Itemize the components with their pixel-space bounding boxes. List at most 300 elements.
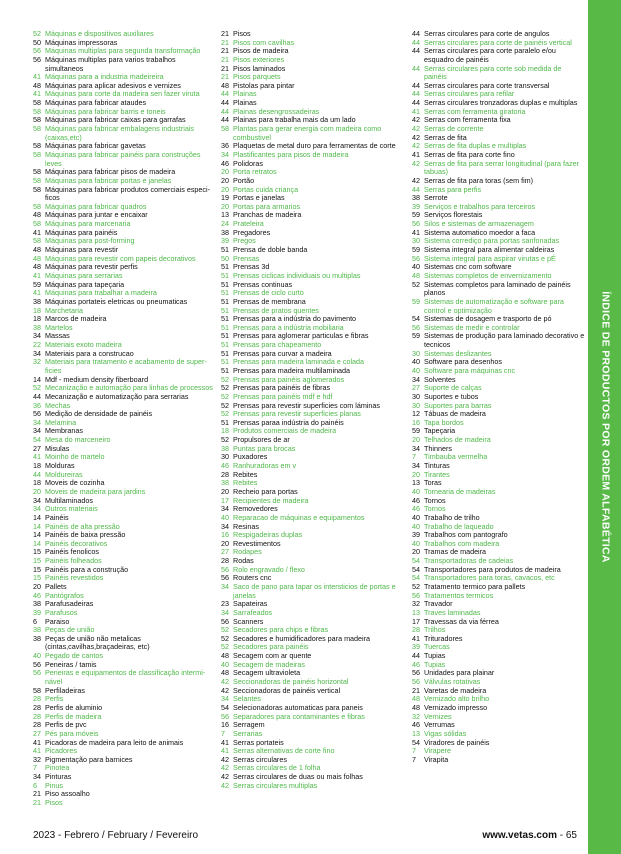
entry-label: Serras de fita para toras (sem fim) — [424, 175, 534, 185]
entry-page-number: 56 — [33, 409, 41, 419]
entry-page-number: 58 — [33, 106, 41, 116]
entry-label: Pés para móveis — [45, 728, 99, 738]
entry-page-number: 59 — [412, 245, 420, 255]
entry-page-number: 48 — [412, 694, 420, 704]
entry-label: Painéis para a construção — [45, 564, 129, 574]
entry-page-number: 13 — [412, 607, 420, 617]
entry-page-number: 51 — [221, 305, 229, 315]
entry-label: Trituradores — [424, 633, 463, 643]
entry-page-number: 44 — [412, 89, 420, 99]
entry-label: Serrote — [424, 193, 448, 203]
entry-page-number: 52 — [221, 383, 229, 393]
entry-page-number: 41 — [33, 227, 41, 237]
entry-label: Solventes — [424, 374, 456, 384]
entry-label: Pinotea — [45, 763, 70, 773]
entry-label: Painéis fenolicos — [45, 547, 99, 557]
entry-page-number: 18 — [33, 461, 41, 471]
entry-label: Pantógrafos — [45, 590, 84, 600]
entry-page-number: 58 — [33, 115, 41, 125]
entry-label: Transportadores para produtos de madeira — [424, 564, 561, 574]
entry-page-number: 24 — [221, 219, 229, 229]
entry-page-number: 41 — [412, 227, 420, 237]
entry-label: Trilhos — [424, 625, 446, 635]
entry-page-number: 40 — [221, 659, 229, 669]
entry-page-number: 28 — [221, 469, 229, 479]
entry-page-number: 58 — [33, 98, 41, 108]
entry-page-number: 54 — [412, 564, 420, 574]
entry-page-number: 13 — [412, 478, 420, 488]
entry-page-number: 58 — [33, 685, 41, 695]
entry-page-number: 14 — [33, 530, 41, 540]
index-entry — [221, 583, 403, 600]
entry-label: Plainas desengrossadeiras — [233, 106, 320, 116]
entry-page-number: 36 — [221, 141, 229, 151]
entry-page-number: 58 — [221, 124, 229, 134]
entry-page-number: 41 — [412, 633, 420, 643]
entry-label: Painéis de baixa pressão — [45, 530, 126, 540]
entry-page-number: 7 — [412, 754, 416, 764]
footer-page-number: 65 — [565, 830, 577, 841]
sidebar-title: ÍNDICE DE PRODUCTOS POR ORDEM ALFABÉTICA — [598, 291, 611, 563]
index-entry — [412, 281, 586, 298]
entry-label: Verrumas — [424, 720, 455, 730]
entry-page-number: 30 — [221, 452, 229, 462]
entry-label: Sistemas de dosagem e trasporto de pó — [424, 314, 552, 324]
entry-page-number: 34 — [221, 149, 229, 159]
entry-label: Removedores — [233, 504, 278, 514]
entry-page-number: 51 — [221, 348, 229, 358]
entry-label: Máquinas para fabricar painéis para construções leves — [45, 149, 201, 168]
entry-page-number: 18 — [221, 426, 229, 436]
entry-label: Perfis de madeira — [45, 711, 102, 721]
entry-label: Serras portateis — [233, 737, 284, 747]
entry-page-number: 48 — [33, 80, 41, 90]
entry-page-number: 40 — [412, 262, 420, 272]
entry-label: Prensas ciclicas individuais ou multiplas — [233, 270, 361, 280]
entry-label: Máquinas para painéis — [45, 227, 118, 237]
entry-page-number: 48 — [412, 270, 420, 280]
entry-label: Serras circulares tronzadoras duplas e multiplas — [424, 98, 578, 108]
entry-label: Prateleira — [233, 219, 264, 229]
entry-label: Transportadoras de cadeias — [424, 556, 514, 566]
entry-page-number: 20 — [33, 486, 41, 496]
entry-page-number: 51 — [221, 288, 229, 298]
entry-label: Sistemas de medir e controlar — [424, 322, 520, 332]
entry-label: Tinturas — [424, 461, 450, 471]
entry-label: Timbauba vermelha — [424, 452, 488, 462]
entry-page-number: 27 — [33, 443, 41, 453]
entry-page-number: 40 — [412, 365, 420, 375]
entry-page-number: 41 — [221, 737, 229, 747]
entry-label: Perfis — [45, 694, 64, 704]
entry-page-number: 41 — [33, 270, 41, 280]
entry-label: Painéis revestidos — [45, 573, 104, 583]
entry-page-number: 54 — [221, 702, 229, 712]
entry-page-number: 56 — [412, 590, 420, 600]
entry-label: Thinners — [424, 443, 452, 453]
entry-page-number: 52 — [221, 400, 229, 410]
entry-label: Máquinas para fabricar produtos comerciais especi-ficos — [45, 184, 210, 203]
entry-page-number: 15 — [33, 573, 41, 583]
entry-label: Serras de fita para serrar longitudinal (para fazer tabuas) — [424, 158, 580, 177]
entry-label: Tornos — [424, 495, 446, 505]
entry-page-number: 56 — [412, 322, 420, 332]
entry-page-number: 42 — [412, 141, 420, 151]
index-column-2 — [221, 30, 403, 790]
entry-page-number: 28 — [221, 556, 229, 566]
entry-label: Trabalho de laqueado — [424, 521, 494, 531]
entry-label: Tratamentos termicos — [424, 590, 494, 600]
entry-page-number: 51 — [221, 245, 229, 255]
entry-label: Respigadeiras duplas — [233, 530, 303, 540]
entry-label: Máquinas para aplicar adesivos e vernizes — [45, 80, 181, 90]
entry-page-number: 34 — [412, 461, 420, 471]
entry-label: Pregadores — [233, 227, 271, 237]
entry-label: Máquinas para fabricar ataudes — [45, 98, 147, 108]
entry-page-number: 58 — [33, 175, 41, 185]
entry-page-number: 21 — [33, 798, 41, 808]
entry-page-number: 58 — [33, 236, 41, 246]
entry-label: Secadores e humidificadores para madeira — [233, 633, 371, 643]
entry-page-number: 42 — [412, 158, 420, 168]
entry-label: Revestimentos — [233, 538, 281, 548]
entry-label: Produtos comerciais de madeira — [233, 426, 337, 436]
entry-label: Pegado de cantos — [45, 651, 103, 661]
entry-page-number: 15 — [33, 547, 41, 557]
entry-label: Sistemas cnc com software — [424, 262, 512, 272]
index-entry — [412, 756, 586, 765]
index-column-3 — [412, 30, 586, 764]
entry-page-number: 44 — [412, 37, 420, 47]
entry-page-number: 54 — [412, 737, 420, 747]
index-entry — [33, 56, 213, 73]
entry-page-number: 42 — [221, 772, 229, 782]
entry-page-number: 58 — [33, 141, 41, 151]
footer-edition: 2023 - Febrero / February / Fevereiro — [33, 830, 199, 841]
entry-page-number: 20 — [221, 538, 229, 548]
entry-label: Varetas de madeira — [424, 685, 487, 695]
entry-page-number: 34 — [221, 607, 229, 617]
entry-page-number: 48 — [412, 702, 420, 712]
entry-label: Serras circulares de 1 folha — [233, 763, 321, 773]
entry-label: Sistemas completos para laminado de painéis planos — [424, 279, 571, 298]
entry-label: Tupias — [424, 651, 446, 661]
entry-label: Misulas — [45, 443, 70, 453]
entry-page-number: 48 — [221, 668, 229, 678]
entry-page-number: 30 — [412, 400, 420, 410]
entry-page-number: 58 — [33, 149, 41, 159]
entry-label: Pisos — [233, 29, 251, 38]
footer-separator: - — [556, 830, 566, 841]
entry-page-number: 44 — [412, 98, 420, 108]
entry-page-number: 44 — [221, 98, 229, 108]
entry-label: Plantas para gerar energia com madeira como combustivel — [233, 124, 382, 142]
entry-label: Molduras — [45, 461, 75, 471]
entry-label: Serras circulares para corte transversal — [424, 80, 550, 90]
entry-label: Painéis decorativos — [45, 538, 108, 548]
entry-page-number: 42 — [221, 754, 229, 764]
entry-page-number: 27 — [221, 547, 229, 557]
entry-page-number: 46 — [412, 720, 420, 730]
entry-label: Scanners — [233, 616, 264, 626]
index-entry — [33, 669, 213, 686]
entry-page-number: 44 — [221, 115, 229, 125]
entry-page-number: 44 — [412, 80, 420, 90]
entry-label: Prensas 3d — [233, 262, 270, 272]
entry-page-number: 38 — [33, 599, 41, 609]
entry-label: Materiais para tratamento e acabamento de super-ficies — [45, 357, 207, 375]
entry-page-number: 59 — [412, 331, 420, 341]
index-entry — [33, 358, 213, 375]
entry-label: Perfis de aluminio — [45, 702, 103, 712]
entry-page-number: 39 — [221, 236, 229, 246]
entry-label: Puxadores — [233, 452, 268, 462]
entry-page-number: 18 — [33, 478, 41, 488]
entry-label: Painéis — [45, 512, 69, 522]
entry-page-number: 20 — [412, 435, 420, 445]
entry-label: Massas — [45, 331, 70, 341]
entry-page-number: 42 — [221, 685, 229, 695]
entry-label: Máquinas para post-forming — [45, 236, 135, 246]
entry-page-number: 51 — [221, 357, 229, 367]
entry-page-number: 40 — [412, 538, 420, 548]
entry-page-number: 34 — [221, 582, 229, 591]
entry-label: Suportes para barras — [424, 400, 492, 410]
entry-label: Máquinas multiplas para varios trabalhos simultaneos — [45, 54, 176, 73]
entry-page-number: 20 — [412, 469, 420, 479]
entry-page-number: 59 — [412, 210, 420, 220]
entry-label: Pisos laminados — [233, 63, 286, 73]
entry-page-number: 56 — [412, 253, 420, 263]
entry-label: Sistema automatico moedor a faca — [424, 227, 536, 237]
entry-page-number: 56 — [33, 668, 41, 678]
entry-label: Serras de fita duplas e multiplas — [424, 141, 527, 151]
entry-label: Serras circulares para corte de angulos — [424, 29, 550, 38]
entry-page-number: 34 — [412, 374, 420, 384]
entry-page-number: 40 — [221, 512, 229, 522]
entry-page-number: 41 — [33, 452, 41, 462]
index-entry — [33, 186, 213, 203]
entry-page-number: 21 — [221, 29, 229, 38]
entry-label: Serras circulares para corte paralelo e/ou esquadro de painéis — [424, 46, 556, 64]
entry-label: Sarrafeados — [233, 607, 273, 617]
entry-page-number: 34 — [33, 331, 41, 341]
entry-label: Máquinas multiplas para segunda transformação — [45, 46, 201, 56]
entry-label: Mecanização e automatização para serrarias — [45, 391, 189, 401]
entry-label: Trabalho de trilho — [424, 512, 480, 522]
entry-label: Máquinas para fabricar embalagens industriais (caixas,etc) — [45, 124, 195, 142]
entry-label: Máquinas para revestir perfis — [45, 262, 138, 272]
entry-page-number: 32 — [412, 599, 420, 609]
entry-label: Serras para perfis — [424, 184, 482, 194]
entry-page-number: 18 — [33, 314, 41, 324]
entry-label: Parafusos — [45, 607, 78, 617]
entry-page-number: 41 — [33, 288, 41, 298]
entry-label: Tornearia de madeiras — [424, 486, 496, 496]
entry-label: Máquinas para serrarias — [45, 270, 123, 280]
entry-label: Máquinas para fabricar barris e toneis — [45, 106, 166, 116]
entry-label: Serras circulares para corte sob medida de painéis — [424, 63, 562, 82]
entry-page-number: 42 — [412, 124, 420, 134]
entry-page-number: 32 — [412, 711, 420, 721]
entry-page-number: 50 — [33, 37, 41, 47]
entry-label: Serrarias — [233, 728, 263, 738]
entry-label: Seccionadoras de painéis vertical — [233, 685, 341, 695]
entry-page-number: 39 — [412, 642, 420, 652]
entry-label: Perfiladeiras — [45, 685, 85, 695]
entry-label: Unidades para plainar — [424, 668, 495, 678]
entry-label: Sistemas deslizantes — [424, 348, 492, 358]
entry-label: Portão — [233, 175, 255, 185]
entry-label: Pistolas para pintar — [233, 80, 295, 90]
entry-page-number: 52 — [412, 582, 420, 591]
entry-page-number: 20 — [221, 201, 229, 211]
entry-page-number: 56 — [33, 659, 41, 669]
entry-label: Seccionadoras de painéis horizontal — [233, 677, 349, 687]
entry-page-number: 34 — [33, 504, 41, 514]
index-entry — [412, 332, 586, 349]
sidebar-band — [588, 0, 621, 854]
entry-page-number: 28 — [33, 711, 41, 721]
entry-page-number: 59 — [33, 279, 41, 289]
entry-page-number: 34 — [33, 417, 41, 427]
entry-label: Prensas continuas — [233, 279, 293, 289]
entry-page-number: 48 — [33, 245, 41, 255]
entry-label: Tornos — [424, 504, 446, 514]
entry-page-number: 16 — [221, 720, 229, 730]
entry-label: Prensas para madeira multilaminada — [233, 365, 351, 375]
entry-page-number: 34 — [33, 772, 41, 782]
entry-page-number: 39 — [33, 607, 41, 617]
entry-label: Melamina — [45, 417, 77, 427]
entry-page-number: 16 — [412, 417, 420, 427]
entry-page-number: 7 — [33, 763, 37, 773]
entry-page-number: 28 — [33, 720, 41, 730]
entry-page-number: 41 — [33, 72, 41, 82]
entry-page-number: 52 — [221, 625, 229, 635]
entry-label: Portas e janelas — [233, 193, 285, 203]
entry-label: Prensas de membrana — [233, 296, 306, 306]
entry-label: Suportes e tubos — [424, 391, 479, 401]
entry-page-number: 52 — [221, 374, 229, 384]
entry-page-number: 38 — [33, 322, 41, 332]
entry-page-number: 54 — [412, 556, 420, 566]
entry-page-number: 51 — [221, 262, 229, 272]
entry-label: Pisos de madeira — [233, 46, 289, 56]
entry-page-number: 42 — [221, 780, 229, 790]
entry-label: Peneiras e equipamentos de classificação intermi-nável — [45, 668, 206, 687]
entry-label: Ranhuradoras em v — [233, 461, 297, 471]
entry-page-number: 42 — [412, 175, 420, 185]
entry-page-number: 56 — [412, 668, 420, 678]
entry-page-number: 38 — [221, 227, 229, 237]
entry-page-number: 51 — [221, 279, 229, 289]
entry-label: Selecionadoras automaticas para paneis — [233, 702, 363, 712]
entry-page-number: 32 — [33, 357, 41, 367]
entry-label: Serras alternativas de corte fino — [233, 746, 335, 756]
entry-label: Saco de pano para tapar os intersticios de portas e janelas — [233, 582, 396, 600]
entry-label: Perfis de pvc — [45, 720, 87, 730]
entry-label: Tapeçaria — [424, 426, 456, 436]
entry-page-number: 34 — [412, 443, 420, 453]
entry-page-number: 28 — [412, 625, 420, 635]
entry-page-number: 51 — [221, 340, 229, 350]
entry-page-number: 6 — [33, 780, 37, 790]
index-entry — [412, 47, 586, 64]
entry-label: Prensas paraa indústria do painéis — [233, 417, 344, 427]
entry-label: Pisos exteriores — [233, 54, 285, 64]
entry-label: Silos e sistemas de armazenagem — [424, 219, 534, 229]
entry-label: Sistema integral para alimentar caldeiras — [424, 245, 555, 255]
entry-label: Polidoras — [233, 158, 263, 168]
entry-page-number: 30 — [412, 348, 420, 358]
entry-page-number: 13 — [221, 210, 229, 220]
entry-page-number: 44 — [412, 184, 420, 194]
entry-page-number: 54 — [412, 314, 420, 324]
entry-page-number: 41 — [33, 746, 41, 756]
entry-page-number: 20 — [412, 547, 420, 557]
entry-label: Máquinas para fabricar pisos de madeira — [45, 167, 176, 177]
entry-page-number: 51 — [221, 322, 229, 332]
entry-label: Selantes — [233, 694, 261, 704]
entry-page-number: 44 — [412, 651, 420, 661]
entry-page-number: 7 — [221, 728, 225, 738]
entry-page-number: 39 — [412, 201, 420, 211]
entry-page-number: 48 — [221, 80, 229, 90]
entry-page-number: 15 — [33, 564, 41, 574]
entry-page-number: 27 — [33, 728, 41, 738]
entry-page-number: 21 — [412, 685, 420, 695]
entry-page-number: 52 — [221, 633, 229, 643]
entry-label: Pregos — [233, 236, 256, 246]
entry-label: Prensas para a indústria mobiliaria — [233, 322, 344, 332]
entry-label: Serras circulares multiplas — [233, 780, 318, 790]
entry-page-number: 41 — [33, 89, 41, 99]
entry-page-number: 46 — [221, 461, 229, 471]
entry-label: Telhados de madeira — [424, 435, 491, 445]
entry-page-number: 52 — [221, 409, 229, 419]
entry-page-number: 23 — [221, 599, 229, 609]
entry-label: Reparacao de máquinas e equipamentos — [233, 512, 365, 522]
entry-page-number: 48 — [221, 651, 229, 661]
entry-page-number: 50 — [221, 253, 229, 263]
index-entry — [33, 125, 213, 142]
footer-site: www.vetas.com — [482, 830, 557, 841]
entry-label: Trabalhos com pantografo — [424, 530, 508, 540]
entry-page-number: 40 — [412, 357, 420, 367]
entry-page-number: 54 — [412, 573, 420, 583]
entry-label: Parafusadeiras — [45, 599, 94, 609]
entry-label: Serras de fita para corte fino — [424, 149, 515, 159]
entry-label: Vernizes — [424, 711, 452, 721]
index-entry — [33, 799, 213, 808]
entry-label: Tuercas — [424, 642, 450, 652]
entry-page-number: 46 — [412, 659, 420, 669]
entry-page-number: 17 — [412, 616, 420, 626]
entry-label: Secadores para chips e fibras — [233, 625, 329, 635]
entry-page-number: 41 — [33, 737, 41, 747]
entry-page-number: 56 — [412, 677, 420, 687]
entry-label: Prensas para revestir superficies com láminas — [233, 400, 380, 410]
entry-label: Rodas — [233, 556, 254, 566]
entry-page-number: 44 — [412, 46, 420, 56]
entry-page-number: 58 — [33, 184, 41, 194]
entry-page-number: 22 — [33, 340, 41, 350]
entry-page-number: 21 — [221, 46, 229, 56]
entry-page-number: 42 — [221, 763, 229, 773]
entry-page-number: 51 — [221, 365, 229, 375]
entry-label: Moldureiras — [45, 469, 83, 479]
